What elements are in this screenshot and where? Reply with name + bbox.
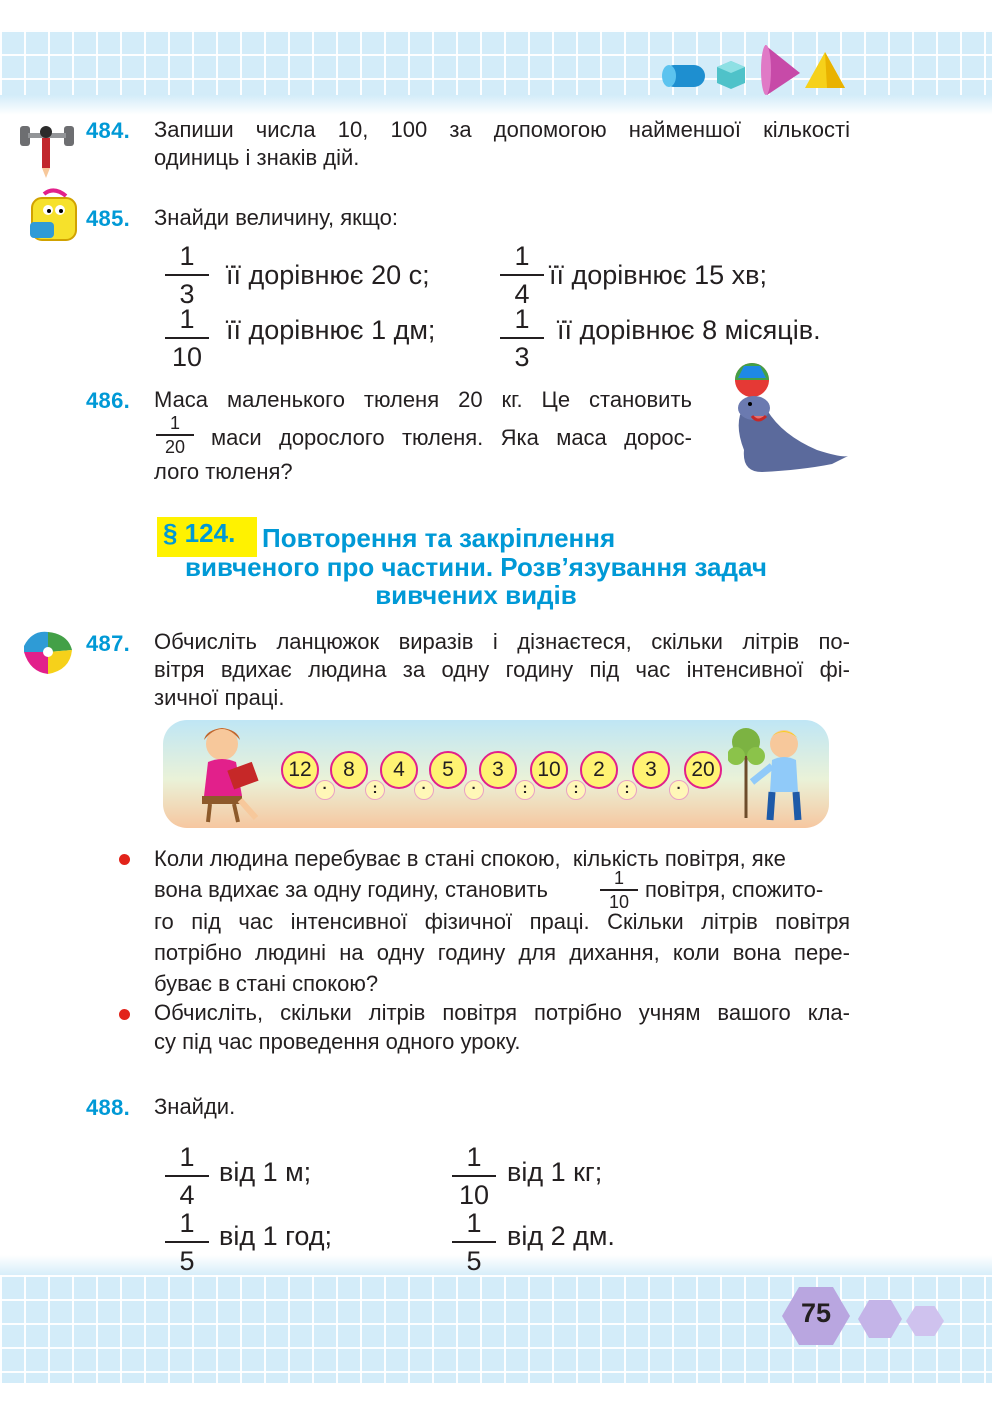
fraction-485-b-text: її дорівнює 15 хв; <box>549 260 767 290</box>
puzzle-icon <box>18 626 78 680</box>
section-title-line1: Повторення та закріплення <box>262 523 616 553</box>
fraction-bar <box>165 337 209 339</box>
task-487-line3: зичної праці. <box>154 685 285 710</box>
fraction-numerator: 1 <box>169 413 180 433</box>
chain-value: 12 <box>281 751 319 789</box>
fraction-488-b <box>452 1142 496 1210</box>
chain-operator: : <box>566 780 586 800</box>
fraction-485-a <box>165 241 209 309</box>
task-487-line2: вітря вдихає людина за одну годину під час інтенсивної фі- <box>154 657 850 682</box>
fraction-488-a-text: від 1 м; <box>219 1157 312 1187</box>
fraction-numerator: 1 <box>179 1142 195 1172</box>
fraction-485-d <box>500 304 544 372</box>
task-486-line1: Маса маленького тюленя 20 кг. Це становить <box>154 387 692 412</box>
bullet-dot <box>119 1009 130 1020</box>
task-485-intro: Знайди величину, якщо: <box>154 205 398 230</box>
bullet1-line2a: вона вдихає за одну годину, становить <box>154 877 548 902</box>
bullet1-line5: буває в стані спокою? <box>154 971 379 996</box>
cube-icon <box>717 61 745 89</box>
girl-reading-icon <box>186 722 270 826</box>
fraction-denominator: 3 <box>179 279 195 309</box>
fraction-denominator: 4 <box>514 279 530 309</box>
task-486-line3: лого тюленя? <box>154 459 293 484</box>
task-484-line1: Запиши числа 10, 100 за допомогою найменшої кількості <box>154 117 850 142</box>
task-487-number: 487. <box>86 631 131 656</box>
chain-operator: · <box>414 780 434 800</box>
task-485-number: 485. <box>86 206 131 231</box>
fraction-485-c-text: її дорівнює 1 дм; <box>226 315 436 345</box>
fraction-numerator: 1 <box>514 241 530 271</box>
cone-icon <box>761 45 800 95</box>
fraction-numerator: 1 <box>179 1208 195 1238</box>
fraction-485-c <box>165 304 209 372</box>
section-title-line3: вивчених видів <box>375 580 577 610</box>
bullet1-line4: потрібно людині на одну годину для дихання, коли вона пере- <box>154 940 850 965</box>
fraction-bar <box>600 889 638 891</box>
page-number: 75 <box>800 1298 832 1328</box>
fraction-485-a-text: її дорівнює 20 с; <box>226 260 430 290</box>
fraction-bar <box>500 274 544 276</box>
fraction-denominator: 4 <box>179 1180 195 1210</box>
task-487-line1: Обчисліть ланцюжок виразів і дізнаєтеся, скільки літрів по- <box>154 629 850 654</box>
task-484-line2: одиниць і знаків дій. <box>154 145 360 170</box>
bullet1-line3: го під час інтенсивної фізичної праці. Скільки літрів повітря <box>154 909 850 934</box>
task-486-number: 486. <box>86 388 131 413</box>
bullet1-line1: Коли людина перебуває в стані спокою, кількість повітря, яке <box>154 846 786 871</box>
fraction-bar <box>165 1241 209 1243</box>
task-488-intro: Знайди. <box>154 1094 236 1119</box>
fraction-485-d-text: її дорівнює 8 місяців. <box>557 315 821 345</box>
barbell-pencil-icon <box>18 118 76 180</box>
fraction-485-b <box>500 241 544 309</box>
bottom-band-fade <box>0 1255 992 1277</box>
bullet2-line2: су під час проведення одного уроку. <box>154 1029 521 1054</box>
fraction-denominator: 5 <box>466 1246 482 1276</box>
fraction-numerator: 1 <box>514 304 530 334</box>
fraction-bar <box>452 1175 496 1177</box>
bullet-dot <box>119 854 130 865</box>
fraction-bar <box>452 1241 496 1243</box>
chain-operator: : <box>617 780 637 800</box>
cylinder-icon <box>662 65 705 87</box>
fraction-488-a <box>165 1142 209 1210</box>
fraction-bar <box>156 434 194 436</box>
fraction-denominator: 20 <box>164 436 186 457</box>
fraction-numerator: 1 <box>613 868 624 888</box>
shapes-decoration <box>655 40 850 100</box>
boy-planting-tree-icon <box>728 722 818 826</box>
chain-operator: : <box>365 780 385 800</box>
task-488-number: 488. <box>86 1095 131 1120</box>
section-number: § 124. <box>163 518 236 548</box>
section-title-line2: вивченого про частини. Розв’язування задач <box>185 552 767 582</box>
bullet2-line1: Обчисліть, скільки літрів повітря потрібно учням вашого кла- <box>154 1000 850 1025</box>
chain-operator: : <box>515 780 535 800</box>
fraction-bar <box>165 274 209 276</box>
pyramid-icon <box>805 52 845 88</box>
fraction-denominator: 10 <box>458 1180 490 1210</box>
fraction-488-d-text: від 2 дм. <box>507 1221 615 1251</box>
fraction-denominator: 10 <box>171 342 203 372</box>
chain-value: 3 <box>479 751 517 789</box>
chain-operator: · <box>669 780 689 800</box>
fraction-numerator: 1 <box>179 241 195 271</box>
chain-value: 3 <box>632 751 670 789</box>
fraction-487 <box>600 868 638 912</box>
bullet1-line2b: повітря, спожито- <box>645 877 824 902</box>
fraction-denominator: 10 <box>608 891 630 912</box>
fraction-488-c-text: від 1 год; <box>219 1221 333 1251</box>
fraction-488-d <box>452 1208 496 1276</box>
fraction-numerator: 1 <box>466 1142 482 1172</box>
fraction-486 <box>156 413 194 457</box>
chain-value: 5 <box>429 751 467 789</box>
task-484-number: 484. <box>86 118 131 143</box>
fraction-numerator: 1 <box>179 304 195 334</box>
chain-value: 4 <box>380 751 418 789</box>
task-486-line2: маси дорослого тюленя. Яка маса дорос- <box>211 425 692 450</box>
bottom-grid-band <box>0 1275 992 1383</box>
fraction-bar <box>500 337 544 339</box>
backpack-icon <box>26 188 82 244</box>
fraction-488-c <box>165 1208 209 1276</box>
chain-value: 8 <box>330 751 368 789</box>
chain-value: 10 <box>530 751 568 789</box>
fraction-denominator: 5 <box>179 1246 195 1276</box>
chain-operator: · <box>464 780 484 800</box>
chain-value: 20 <box>684 751 722 789</box>
fraction-bar <box>165 1175 209 1177</box>
fraction-denominator: 3 <box>514 342 530 372</box>
chain-operator: · <box>315 780 335 800</box>
seal-ball-icon <box>722 360 852 480</box>
fraction-numerator: 1 <box>466 1208 482 1238</box>
fraction-488-b-text: від 1 кг; <box>507 1157 603 1187</box>
chain-value: 2 <box>580 751 618 789</box>
